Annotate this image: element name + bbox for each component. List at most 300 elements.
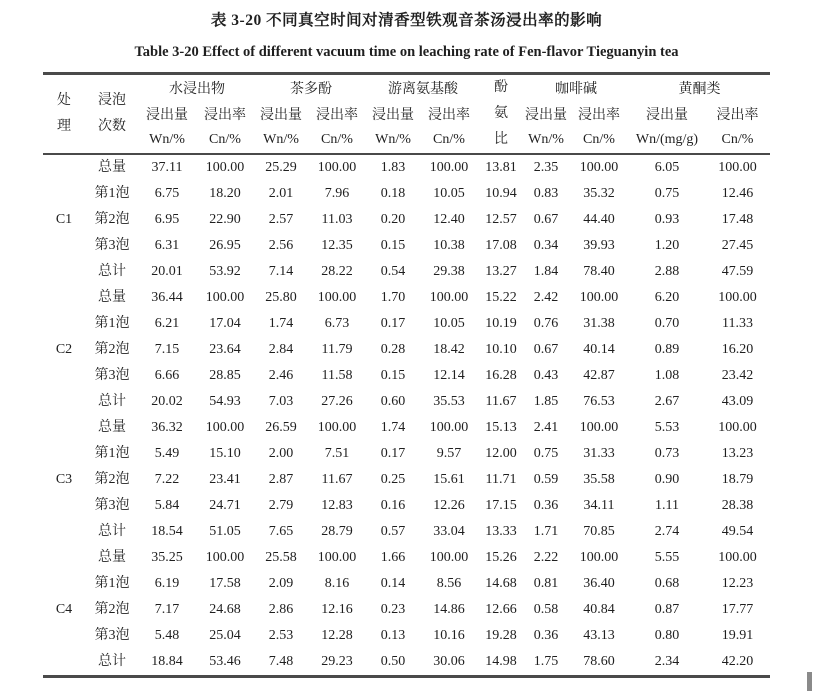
value-cell: 40.14: [583, 342, 615, 357]
value-cell: 11.79: [321, 342, 353, 357]
value-cell: 29.38: [433, 264, 465, 279]
value-cell: 5.55: [654, 550, 680, 565]
value-cell: 24.71: [209, 498, 241, 513]
value-cell: 100.00: [718, 160, 757, 175]
header-group-caffeine: 咖啡碱: [555, 81, 597, 97]
value-cell: 31.38: [583, 316, 615, 331]
value-cell: 11.67: [485, 394, 517, 409]
value-cell: 100.00: [718, 290, 757, 305]
steeping-label: 总计: [98, 264, 126, 279]
value-cell: 0.16: [380, 498, 406, 513]
value-cell: 16.20: [721, 342, 754, 357]
steeping-label: 第1泡: [94, 446, 130, 461]
value-cell: 28.38: [721, 498, 754, 513]
steeping-label: 总量: [98, 550, 126, 565]
value-cell: 2.56: [268, 238, 294, 253]
steeping-label: 总量: [98, 290, 126, 305]
value-cell: 0.67: [533, 212, 559, 227]
value-cell: 0.75: [533, 446, 559, 461]
steeping-label: 第3泡: [94, 368, 130, 383]
value-cell: 14.98: [485, 654, 517, 669]
value-cell: 100.00: [205, 160, 245, 175]
value-cell: 54.93: [209, 394, 241, 409]
header-unit: Wn/%: [528, 132, 564, 148]
value-cell: 0.60: [380, 394, 406, 409]
value-cell: 27.45: [721, 238, 754, 253]
value-cell: 8.56: [436, 576, 462, 591]
value-cell: 47.59: [721, 264, 754, 279]
header-unit: Cn/%: [209, 132, 241, 148]
value-cell: 20.02: [151, 394, 183, 409]
value-cell: 17.48: [721, 212, 754, 227]
header-measure: 浸出量: [146, 107, 188, 123]
table-row: [43, 649, 770, 677]
value-cell: 0.76: [533, 316, 559, 331]
value-cell: 24.68: [209, 602, 241, 617]
value-cell: 37.11: [151, 160, 183, 175]
value-cell: 44.40: [583, 212, 615, 227]
header-unit: Wn/%: [263, 132, 299, 148]
value-cell: 0.23: [380, 602, 406, 617]
value-cell: 35.58: [583, 472, 615, 487]
value-cell: 18.79: [721, 472, 754, 487]
value-cell: 8.16: [324, 576, 350, 591]
value-cell: 0.81: [533, 576, 559, 591]
value-cell: 2.35: [533, 160, 559, 175]
value-cell: 11.33: [722, 316, 753, 331]
value-cell: 26.59: [265, 420, 297, 435]
value-cell: 2.86: [268, 602, 294, 617]
value-cell: 25.58: [265, 550, 297, 565]
value-cell: 35.53: [433, 394, 465, 409]
steeping-label: 总计: [98, 394, 126, 409]
value-cell: 6.20: [654, 290, 680, 305]
value-cell: 2.00: [268, 446, 294, 461]
value-cell: 16.28: [485, 368, 517, 383]
value-cell: 10.19: [485, 316, 517, 331]
header-unit: Cn/%: [583, 132, 615, 148]
header-steeping-times: [85, 74, 139, 155]
table-row: [43, 623, 770, 649]
table-row: [43, 389, 770, 415]
header-measure: 浸出率: [204, 107, 246, 123]
value-cell: 0.90: [654, 472, 680, 487]
value-cell: 7.65: [268, 524, 294, 539]
value-cell: 39.93: [583, 238, 615, 253]
value-cell: 2.57: [268, 212, 294, 227]
table-row: [43, 337, 770, 363]
value-cell: 22.90: [209, 212, 241, 227]
value-cell: 100.00: [317, 420, 357, 435]
value-cell: 12.26: [433, 498, 465, 513]
value-cell: 12.28: [321, 628, 353, 643]
value-cell: 2.42: [533, 290, 559, 305]
table-row: [43, 259, 770, 285]
value-cell: 0.54: [380, 264, 406, 279]
value-cell: 0.50: [380, 654, 406, 669]
value-cell: 40.84: [583, 602, 615, 617]
value-cell: 17.15: [485, 498, 517, 513]
value-cell: 5.53: [654, 420, 680, 435]
value-cell: 34.11: [583, 498, 615, 513]
value-cell: 18.54: [151, 524, 183, 539]
value-cell: 6.31: [154, 238, 180, 253]
table-row: [43, 415, 770, 441]
value-cell: 0.18: [380, 186, 406, 201]
header-measure: 浸出率: [316, 107, 358, 123]
value-cell: 53.92: [209, 264, 241, 279]
value-cell: 2.88: [654, 264, 680, 279]
treatment-label: C1: [55, 212, 73, 227]
value-cell: 36.44: [151, 290, 183, 305]
value-cell: 100.00: [429, 290, 469, 305]
value-cell: 0.34: [533, 238, 559, 253]
value-cell: 11.71: [485, 472, 517, 487]
value-cell: 12.35: [321, 238, 353, 253]
value-cell: 10.05: [433, 186, 465, 201]
header-treatment-label: 处理: [56, 93, 71, 134]
value-cell: 7.51: [324, 446, 350, 461]
header-measure: 浸出量: [525, 107, 567, 123]
value-cell: 0.59: [533, 472, 559, 487]
value-cell: 42.20: [721, 654, 754, 669]
value-cell: 0.15: [380, 238, 406, 253]
value-cell: 9.57: [436, 446, 462, 461]
table-title-chinese: 表 3-20 不同真空时间对清香型铁观音茶汤浸出率的影响: [210, 12, 603, 29]
header-group-tea-polyphenols: 茶多酚: [290, 81, 332, 97]
value-cell: 0.67: [533, 342, 559, 357]
value-cell: 100.00: [579, 290, 619, 305]
value-cell: 12.57: [485, 212, 517, 227]
value-cell: 0.17: [380, 446, 406, 461]
value-cell: 10.10: [485, 342, 517, 357]
value-cell: 2.74: [654, 524, 680, 539]
value-cell: 17.04: [209, 316, 241, 331]
value-cell: 15.26: [485, 550, 517, 565]
steeping-label: 第1泡: [94, 316, 130, 331]
value-cell: 0.68: [654, 576, 680, 591]
value-cell: 1.74: [380, 420, 406, 435]
value-cell: 31.33: [583, 446, 615, 461]
value-cell: 28.85: [209, 368, 241, 383]
header-row-units: [43, 127, 770, 154]
value-cell: 42.87: [583, 368, 615, 383]
value-cell: 36.40: [583, 576, 615, 591]
value-cell: 49.54: [721, 524, 754, 539]
value-cell: 15.10: [209, 446, 241, 461]
value-cell: 5.84: [154, 498, 180, 513]
value-cell: 11.67: [321, 472, 353, 487]
value-cell: 6.73: [324, 316, 350, 331]
value-cell: 0.14: [380, 576, 406, 591]
value-cell: 1.75: [533, 654, 559, 669]
value-cell: 6.21: [154, 316, 180, 331]
value-cell: 7.14: [268, 264, 294, 279]
steeping-label: 总计: [98, 524, 126, 539]
value-cell: 0.87: [654, 602, 680, 617]
value-cell: 6.66: [154, 368, 180, 383]
value-cell: 6.19: [154, 576, 180, 591]
value-cell: 7.15: [154, 342, 180, 357]
header-group-water-extract: 水浸出物: [169, 81, 225, 97]
value-cell: 25.04: [209, 628, 241, 643]
value-cell: 0.13: [380, 628, 406, 643]
table-row: [43, 467, 770, 493]
header-unit: Wn/%: [149, 132, 185, 148]
treatment-label: C2: [55, 342, 73, 357]
value-cell: 100.00: [205, 290, 245, 305]
value-cell: 23.64: [209, 342, 241, 357]
value-cell: 0.70: [654, 316, 680, 331]
value-cell: 53.46: [209, 654, 241, 669]
value-cell: 1.85: [533, 394, 559, 409]
value-cell: 2.67: [654, 394, 680, 409]
value-cell: 100.00: [317, 290, 357, 305]
value-cell: 7.96: [324, 186, 350, 201]
value-cell: 30.06: [433, 654, 465, 669]
value-cell: 100.00: [205, 550, 245, 565]
value-cell: 13.33: [485, 524, 517, 539]
value-cell: 1.70: [380, 290, 406, 305]
value-cell: 100.00: [317, 550, 357, 565]
value-cell: 14.68: [485, 576, 517, 591]
value-cell: 100.00: [718, 550, 757, 565]
header-phenol-amino-ratio-label: 酚氨比: [493, 80, 508, 147]
value-cell: 29.23: [321, 654, 353, 669]
value-cell: 12.66: [485, 602, 517, 617]
value-cell: 78.60: [583, 654, 615, 669]
header-measure: 浸出率: [578, 107, 620, 123]
value-cell: 15.22: [485, 290, 517, 305]
value-cell: 0.36: [533, 498, 559, 513]
value-cell: 12.23: [721, 576, 754, 591]
value-cell: 2.46: [268, 368, 294, 383]
value-cell: 0.28: [380, 342, 406, 357]
value-cell: 0.15: [380, 368, 406, 383]
steeping-label: 第2泡: [94, 472, 130, 487]
value-cell: 100.00: [205, 420, 245, 435]
scrollbar-fragment[interactable]: [807, 672, 812, 691]
value-cell: 43.09: [721, 394, 754, 409]
steeping-label: 总量: [98, 160, 126, 175]
table-row: [43, 207, 770, 233]
header-measure: 浸出率: [428, 107, 470, 123]
value-cell: 7.03: [268, 394, 294, 409]
table-body: [43, 154, 770, 677]
steeping-label: 第2泡: [94, 602, 130, 617]
value-cell: 0.83: [533, 186, 559, 201]
header-treatment: [43, 74, 85, 155]
value-cell: 10.94: [485, 186, 517, 201]
value-cell: 11.03: [321, 212, 353, 227]
value-cell: 0.58: [533, 602, 559, 617]
value-cell: 35.25: [151, 550, 183, 565]
header-group-flavonoids: 黄酮类: [678, 81, 721, 97]
value-cell: 2.87: [268, 472, 294, 487]
table-title-english: Table 3-20 Effect of different vacuum time on leaching rate of Fen-flavor Tieguanyin tea: [134, 44, 679, 60]
value-cell: 28.79: [321, 524, 353, 539]
value-cell: 12.46: [721, 186, 754, 201]
value-cell: 26.95: [209, 238, 241, 253]
value-cell: 18.42: [433, 342, 465, 357]
value-cell: 28.22: [321, 264, 353, 279]
leaching-rate-table: [43, 72, 770, 678]
treatment-label: C4: [55, 602, 73, 617]
table-row: [43, 597, 770, 623]
value-cell: 100.00: [429, 420, 469, 435]
value-cell: 19.28: [485, 628, 517, 643]
value-cell: 25.80: [265, 290, 297, 305]
value-cell: 78.40: [583, 264, 615, 279]
steeping-label: 第2泡: [94, 342, 130, 357]
value-cell: 100.00: [429, 160, 469, 175]
value-cell: 14.86: [433, 602, 465, 617]
value-cell: 70.85: [583, 524, 615, 539]
table-row: [43, 363, 770, 389]
table-row: [43, 285, 770, 311]
value-cell: 2.34: [654, 654, 680, 669]
value-cell: 12.16: [321, 602, 353, 617]
value-cell: 0.73: [654, 446, 680, 461]
value-cell: 43.13: [583, 628, 615, 643]
steeping-label: 第3泡: [94, 498, 130, 513]
value-cell: 25.29: [265, 160, 297, 175]
steeping-label: 总计: [98, 654, 126, 669]
value-cell: 100.00: [317, 160, 357, 175]
value-cell: 0.57: [380, 524, 406, 539]
value-cell: 5.48: [154, 628, 180, 643]
steeping-label: 第1泡: [94, 576, 130, 591]
value-cell: 0.89: [654, 342, 680, 357]
header-unit: Wn/(mg/g): [635, 132, 699, 148]
steeping-label: 总量: [98, 420, 126, 435]
value-cell: 11.58: [321, 368, 353, 383]
value-cell: 20.01: [151, 264, 183, 279]
value-cell: 0.17: [380, 316, 406, 331]
value-cell: 12.40: [433, 212, 465, 227]
header-measure: 浸出率: [716, 107, 759, 123]
table-row: [43, 181, 770, 207]
value-cell: 0.75: [654, 186, 680, 201]
value-cell: 6.95: [154, 212, 180, 227]
value-cell: 33.04: [433, 524, 465, 539]
value-cell: 10.16: [433, 628, 465, 643]
table-row: [43, 154, 770, 181]
table-row: [43, 571, 770, 597]
value-cell: 1.71: [533, 524, 559, 539]
value-cell: 17.77: [721, 602, 754, 617]
value-cell: 13.27: [485, 264, 517, 279]
steeping-label: 第1泡: [94, 186, 130, 201]
value-cell: 51.05: [209, 524, 241, 539]
header-row-measures: [43, 100, 770, 127]
value-cell: 15.13: [485, 420, 517, 435]
value-cell: 2.41: [533, 420, 559, 435]
value-cell: 36.32: [151, 420, 183, 435]
value-cell: 12.83: [321, 498, 353, 513]
steeping-label: 第3泡: [94, 628, 130, 643]
value-cell: 2.84: [268, 342, 294, 357]
header-measure: 浸出量: [372, 107, 414, 123]
value-cell: 76.53: [583, 394, 615, 409]
header-row-groups: [43, 74, 770, 101]
value-cell: 18.84: [151, 654, 183, 669]
value-cell: 17.08: [485, 238, 517, 253]
header-unit: Cn/%: [721, 132, 754, 148]
value-cell: 2.09: [268, 576, 294, 591]
value-cell: 23.41: [209, 472, 241, 487]
value-cell: 0.80: [654, 628, 680, 643]
header-steeping-label: 浸泡次数: [98, 93, 126, 134]
header-unit: Wn/%: [375, 132, 411, 148]
value-cell: 7.22: [154, 472, 180, 487]
table-row: [43, 233, 770, 259]
header-phenol-amino-ratio: [479, 74, 523, 155]
value-cell: 18.20: [209, 186, 241, 201]
value-cell: 6.75: [154, 186, 180, 201]
table-row: [43, 519, 770, 545]
value-cell: 27.26: [321, 394, 353, 409]
value-cell: 0.36: [533, 628, 559, 643]
header-measure: 浸出量: [260, 107, 302, 123]
value-cell: 1.11: [655, 498, 679, 513]
value-cell: 5.49: [154, 446, 180, 461]
table-header: [43, 74, 770, 155]
value-cell: 100.00: [579, 550, 619, 565]
header-group-free-amino-acids: 游离氨基酸: [388, 81, 458, 97]
header-measure: 浸出量: [646, 107, 688, 123]
value-cell: 2.01: [268, 186, 294, 201]
value-cell: 100.00: [579, 160, 619, 175]
value-cell: 2.22: [533, 550, 559, 565]
value-cell: 23.42: [721, 368, 754, 383]
value-cell: 0.43: [533, 368, 559, 383]
value-cell: 6.05: [654, 160, 680, 175]
value-cell: 1.08: [654, 368, 680, 383]
value-cell: 1.66: [380, 550, 406, 565]
value-cell: 12.00: [485, 446, 517, 461]
value-cell: 100.00: [579, 420, 619, 435]
value-cell: 1.83: [380, 160, 406, 175]
table-row: [43, 441, 770, 467]
value-cell: 0.20: [380, 212, 406, 227]
value-cell: 35.32: [583, 186, 615, 201]
value-cell: 1.20: [654, 238, 680, 253]
value-cell: 13.81: [485, 160, 517, 175]
steeping-label: 第3泡: [94, 238, 130, 253]
value-cell: 7.17: [154, 602, 180, 617]
value-cell: 19.91: [721, 628, 754, 643]
treatment-label: C3: [55, 472, 73, 487]
value-cell: 1.74: [268, 316, 294, 331]
value-cell: 2.53: [268, 628, 294, 643]
value-cell: 10.05: [433, 316, 465, 331]
table-row: [43, 545, 770, 571]
value-cell: 12.14: [433, 368, 465, 383]
value-cell: 0.25: [380, 472, 406, 487]
value-cell: 7.48: [268, 654, 294, 669]
table-row: [43, 493, 770, 519]
value-cell: 0.93: [654, 212, 680, 227]
value-cell: 100.00: [718, 420, 757, 435]
value-cell: 17.58: [209, 576, 241, 591]
value-cell: 15.61: [433, 472, 465, 487]
header-unit: Cn/%: [321, 132, 353, 148]
value-cell: 1.84: [533, 264, 559, 279]
value-cell: 2.79: [268, 498, 294, 513]
table-row: [43, 311, 770, 337]
value-cell: 100.00: [429, 550, 469, 565]
